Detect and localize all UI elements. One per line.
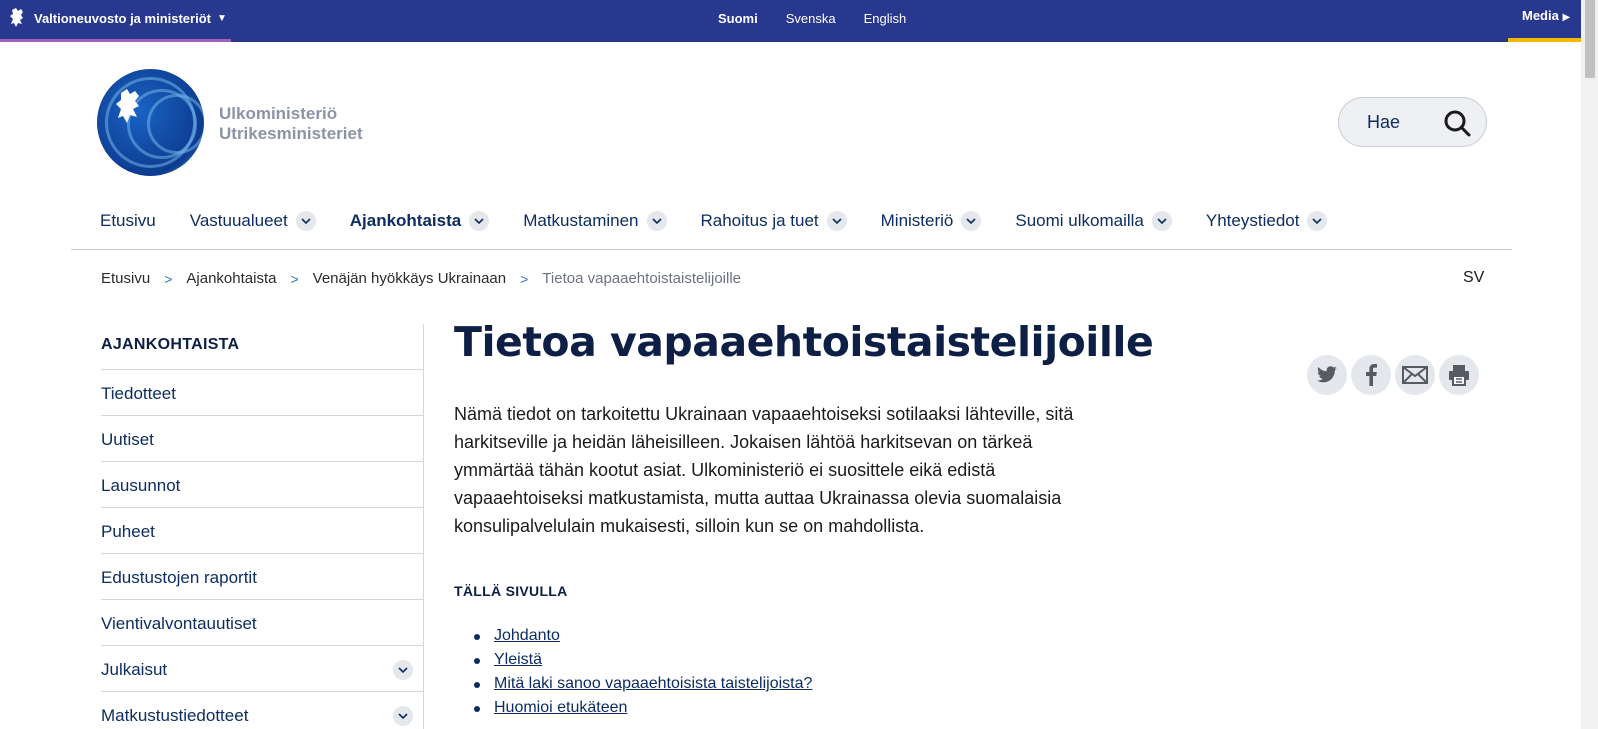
chevron-down-icon[interactable] (827, 211, 847, 231)
nav-ajankohtaista[interactable] (350, 211, 489, 231)
share-facebook-button[interactable] (1351, 355, 1391, 395)
government-accent-line (0, 39, 231, 42)
media-accent-line (1508, 38, 1581, 42)
nav-yhteystiedot[interactable] (1206, 211, 1328, 231)
sidebar-item-julkaisut[interactable] (101, 646, 423, 692)
breadcrumb (101, 270, 741, 287)
nav-rahoitus-ja-tuet[interactable] (701, 211, 847, 231)
toc-item[interactable] (474, 672, 812, 696)
twitter-icon (1316, 366, 1338, 384)
share-email-button[interactable] (1395, 355, 1435, 395)
logo-ring (147, 94, 204, 154)
search-icon (1443, 109, 1471, 137)
share-twitter-button[interactable] (1307, 355, 1347, 395)
nav-suomi-ulkomailla[interactable] (1015, 211, 1172, 231)
sidebar-item-label: Puheet (101, 522, 155, 541)
nav-etusivu[interactable] (100, 211, 156, 231)
lion-emblem-icon (113, 87, 147, 127)
lang-svenska[interactable]: Svenska (785, 11, 836, 26)
caret-down-icon: ▼ (216, 12, 227, 24)
nav-divider (71, 249, 1512, 250)
chevron-down-icon[interactable] (1152, 211, 1172, 231)
chevron-down-icon[interactable] (1307, 211, 1327, 231)
sidebar-item-uutiset[interactable] (101, 416, 423, 462)
sidebar-item-vientivalvontauutiset[interactable] (101, 600, 423, 646)
search-button[interactable] (1338, 97, 1487, 147)
lang-english[interactable]: English (863, 11, 907, 26)
breadcrumb-link[interactable]: Etusivu (101, 270, 151, 287)
government-menu-button[interactable] (8, 8, 227, 28)
sidebar-divider (423, 324, 424, 729)
ministry-logo[interactable] (97, 69, 204, 176)
share-buttons (1307, 355, 1479, 395)
nav-label: Etusivu (100, 211, 156, 230)
sidebar-item-label: Matkustustiedotteet (101, 706, 249, 725)
nav-label: Vastuualueet (189, 211, 288, 230)
sidebar-item-tiedotteet[interactable] (101, 370, 423, 416)
facebook-icon (1365, 364, 1377, 386)
sidebar-item-label: Lausunnot (101, 476, 181, 495)
sidebar-heading[interactable]: AJANKOHTAISTA (101, 324, 423, 370)
top-bar (0, 0, 1581, 42)
chevron-down-icon[interactable] (296, 211, 316, 231)
on-this-page-heading: TÄLLÄ SIVULLA (454, 583, 568, 599)
chevron-down-icon[interactable] (961, 211, 981, 231)
toc-item[interactable] (474, 696, 812, 720)
ministry-name-sv: Utrikesministeriet (219, 124, 363, 143)
sidebar-item-puheet[interactable] (101, 508, 423, 554)
nav-matkustaminen[interactable] (523, 211, 666, 231)
toc-link[interactable]: Mitä laki sanoo vapaaehtoisista taistelijoista? (494, 675, 813, 692)
chevron-down-icon[interactable] (469, 211, 489, 231)
lion-icon (8, 6, 28, 30)
section-sidebar (101, 324, 423, 729)
email-icon (1402, 366, 1428, 384)
swedish-version-link[interactable]: SV (1463, 269, 1485, 286)
government-label: Valtioneuvosto ja ministeriöt (34, 10, 211, 26)
chevron-right-icon: > (520, 270, 529, 287)
print-button[interactable] (1439, 355, 1479, 395)
scrollbar-thumb[interactable] (1585, 0, 1595, 78)
nav-label: Yhteystiedot (1205, 211, 1300, 230)
media-link[interactable] (1508, 8, 1580, 42)
chevron-right-icon: > (164, 270, 173, 287)
toc-item[interactable] (474, 648, 812, 672)
ministry-name (219, 104, 363, 144)
nav-ministerio[interactable] (881, 211, 982, 231)
nav-label: Ministeriö (880, 211, 954, 230)
sidebar-item-label: Julkaisut (101, 660, 168, 679)
page-title: Tietoa vapaaehtoistaistelijoille (454, 318, 1154, 366)
toc-link[interactable]: Johdanto (494, 627, 560, 644)
language-switcher (718, 11, 906, 26)
nav-label: Matkustaminen (523, 211, 639, 230)
chevron-down-icon[interactable] (647, 211, 667, 231)
toc-link[interactable]: Yleistä (494, 651, 543, 668)
search-label: Hae (1367, 112, 1401, 132)
breadcrumb-link[interactable]: Ajankohtaista (186, 270, 277, 287)
print-icon (1448, 364, 1470, 386)
lang-suomi[interactable]: Suomi (718, 11, 758, 26)
intro-paragraph: Nämä tiedot on tarkoitettu Ukrainaan vapaaehtoiseksi sotilaaksi lähteville, sitä harkitseville ja heidän läheisilleen. Jokaisen lähtöä harkitsevan on tärkeä ymmärtää tähän kootut asiat. Ulkoministeriö ei suosittele eikä edistä vapaaehtoiseksi matkustamista, mutta auttaa Ukrainassa olevia suomalaisia konsulipalvelulain mukaisesti, silloin kun se on mahdollista. (454, 404, 1074, 536)
caret-right-icon: ▶ (1562, 12, 1571, 23)
sidebar-item-edustustojen-raportit[interactable] (101, 554, 423, 600)
main-navigation (100, 208, 1361, 234)
sidebar-item-lausunnot[interactable] (101, 462, 423, 508)
ministry-name-fi: Ulkoministeriö (219, 104, 338, 123)
table-of-contents (474, 624, 812, 720)
toc-link[interactable]: Huomioi etukäteen (494, 699, 628, 716)
nav-label: Suomi ulkomailla (1015, 211, 1144, 230)
nav-vastuualueet[interactable] (190, 211, 316, 231)
sidebar-item-label: Uutiset (101, 430, 154, 449)
breadcrumb-link[interactable]: Venäjän hyökkäys Ukrainaan (312, 270, 507, 287)
chevron-right-icon: > (290, 270, 299, 287)
sidebar-item-matkustustiedotteet[interactable] (101, 692, 423, 729)
breadcrumb-current: Tietoa vapaaehtoistaistelijoille (542, 270, 742, 287)
sidebar-item-label: Vientivalvontauutiset (101, 614, 257, 633)
nav-label: Rahoitus ja tuet (700, 211, 819, 230)
toc-item[interactable] (474, 624, 812, 648)
sidebar-item-label: Edustustojen raportit (101, 568, 257, 587)
scrollbar[interactable] (1581, 0, 1598, 729)
chevron-down-icon[interactable] (393, 706, 413, 726)
media-label: Media (1522, 8, 1559, 23)
nav-label: Ajankohtaista (349, 211, 462, 230)
sidebar-item-label: Tiedotteet (101, 384, 176, 403)
chevron-down-icon[interactable] (393, 660, 413, 680)
